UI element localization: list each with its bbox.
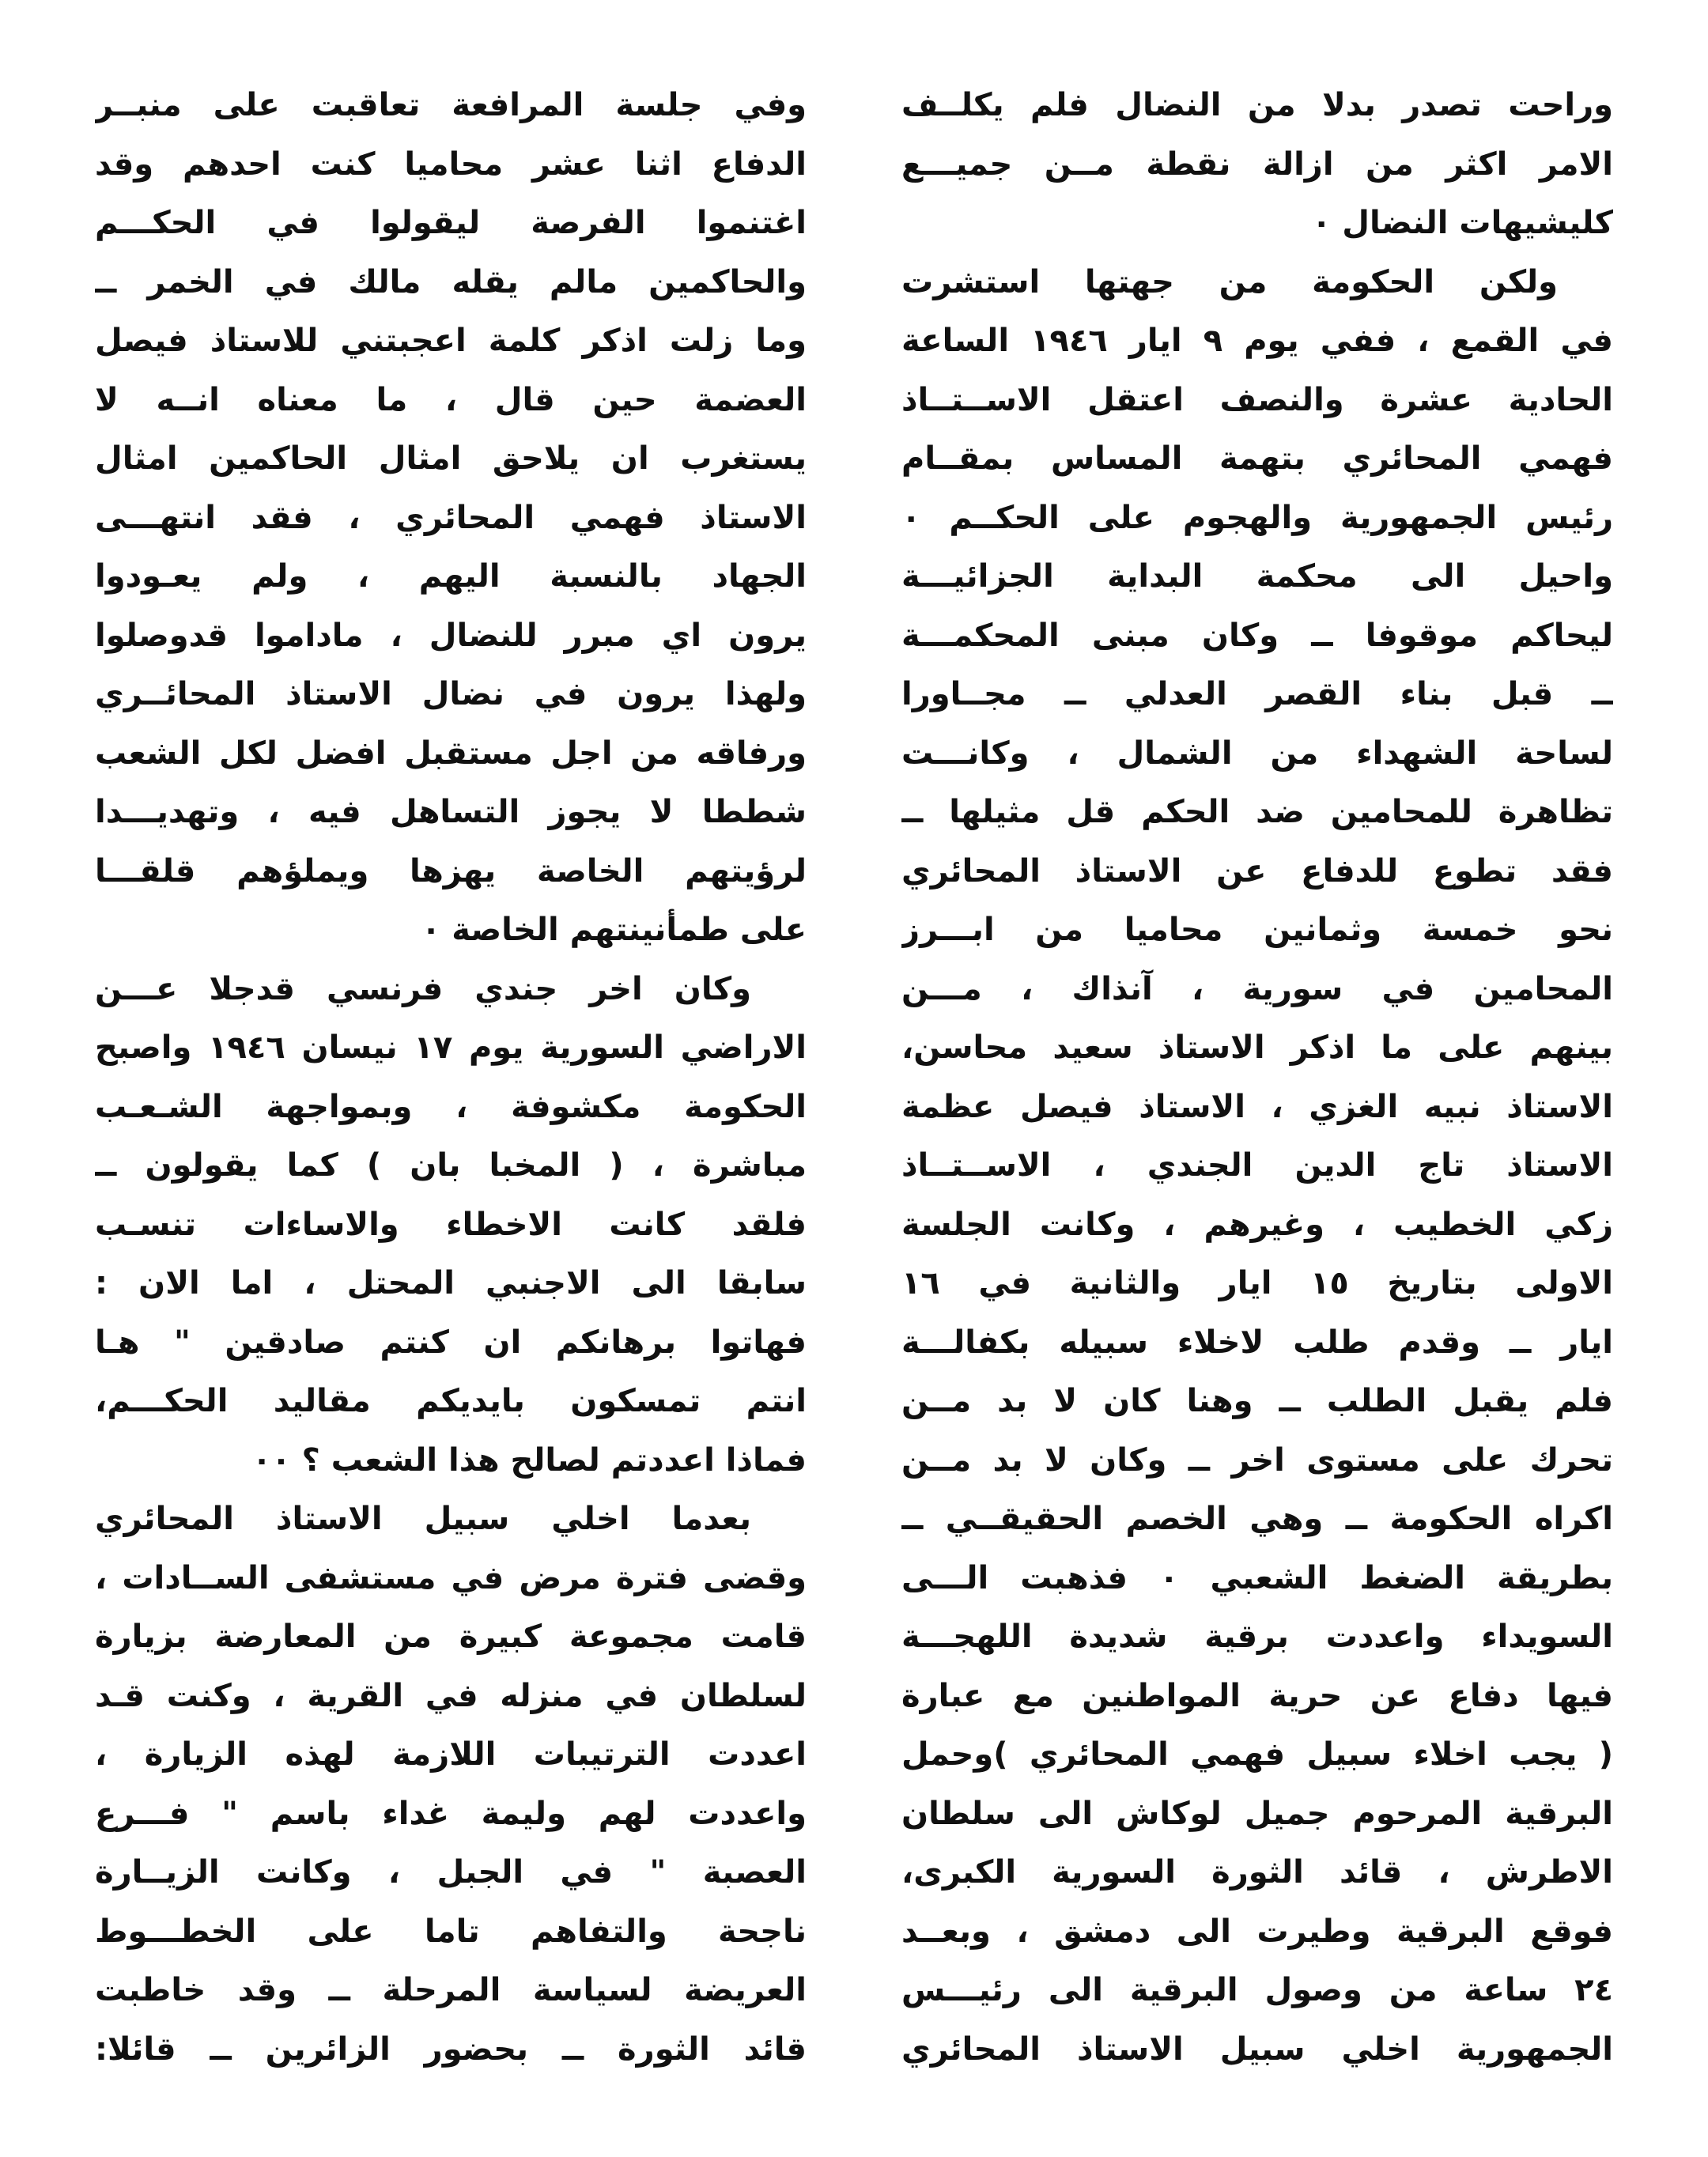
text-line: الحادية عشرة والنصف اعتقل الاســتــاذ — [901, 381, 1613, 418]
text-line: الامر اكثر من ازالة نقطة مــن جميـــع — [901, 145, 1613, 183]
text-line: نحو خمسة وثمانين محاميا من ابـــرز — [901, 912, 1613, 948]
text-line: المحامين في سورية ، آنذاك ، مـــن — [901, 970, 1613, 1007]
text-line: الجمهورية اخلي سبيل الاستاذ المحائري — [901, 2030, 1613, 2068]
text-line: في القمع ، ففي يوم ٩ ايار ١٩٤٦ الساعة — [901, 323, 1613, 359]
text-line: مباشرة ، ( المخبا بان ) كما يقولون ــ — [95, 1147, 807, 1184]
text-line: واعددت لهم وليمة غداء باسم " فـــرع — [95, 1795, 807, 1832]
text-line: فهاتوا برهانكم ان كنتم صادقين " هـا — [95, 1324, 807, 1361]
text-line: وكان اخر جندي فرنسي قدجلا عـــن — [95, 970, 751, 1007]
text-line: وفي جلسة المرافعة تعاقبت على منبــر — [95, 87, 807, 123]
text-line: لسلطان في منزله في القرية ، وكنت قـد — [95, 1677, 807, 1714]
text-line: اكراه الحكومة ــ وهي الخصم الحقيقــي ــ — [901, 1501, 1613, 1537]
text-line: ــ قبل بناء القصر العدلي ــ مجــاورا — [901, 676, 1613, 712]
left-text-column — [95, 76, 807, 2079]
text-line: بعدما اخلي سبيل الاستاذ المحائري — [95, 1501, 751, 1537]
text-line: فوقع البرقية وطيرت الى دمشق ، وبعــد — [901, 1913, 1613, 1950]
text-line: فهمي المحائري بتهمة المساس بمقــام — [901, 440, 1613, 477]
text-line: العصبة " في الجبل ، وكانت الزيــارة — [95, 1854, 807, 1891]
text-line: فلقد كانت الاخطاء والاساءات تنسـب — [95, 1206, 807, 1243]
text-line: يستغرب ان يلاحق امثال الحاكمين امثال — [95, 440, 807, 477]
text-line: قامت مجموعة كبيرة من المعارضة بزيارة — [95, 1619, 807, 1655]
text-line: لساحة الشهداء من الشمال ، وكانـــت — [901, 735, 1613, 772]
text-line: ورفاقه من اجل مستقبل افضل لكل الشعب — [95, 735, 807, 772]
text-line: واحيل الى محكمة البداية الجزائيـــة — [901, 558, 1613, 595]
text-line: وراحت تصدر بدلا من النضال فلم يكلــف — [901, 87, 1613, 123]
text-line: فلم يقبل الطلب ــ وهنا كان لا بد مــن — [901, 1383, 1613, 1419]
text-line: فقد تطوع للدفاع عن الاستاذ المحائري — [901, 852, 1613, 890]
text-line: الحكومة مكشوفة ، وبمواجهة الشـعـب — [95, 1088, 807, 1125]
text-line: الدفاع اثنا عشر محاميا كنت احدهم وقد — [95, 145, 807, 183]
text-line: بينهم على ما اذكر الاستاذ سعيد محاسن، — [901, 1029, 1613, 1066]
text-line: على طمأنينتهم الخاصة ٠ — [421, 912, 807, 948]
text-line: البرقية المرحوم جميل لوكاش الى سلطان — [901, 1795, 1613, 1832]
text-line: تظاهرة للمحامين ضد الحكم قل مثيلها ــ — [901, 794, 1613, 830]
text-line: اغتنموا الفرصة ليقولوا في الحكـــم — [95, 205, 807, 241]
text-line: سابقا الى الاجنبي المحتل ، اما الان : — [95, 1265, 807, 1301]
text-line: الاراضي السورية يوم ١٧ نيسان ١٩٤٦ واصبح — [95, 1029, 807, 1066]
text-line: الاطرش ، قائد الثورة السورية الكبرى، — [901, 1854, 1613, 1891]
text-line: ليحاكم موقوفا ــ وكان مبنى المحكمـــة — [901, 617, 1613, 654]
text-line: كليشيهات النضال ٠ — [1311, 205, 1613, 241]
text-line: الاستاذ تاج الدين الجندي ، الاســتــاذ — [901, 1147, 1613, 1184]
text-line: يرون اي مبرر للنضال ، ماداموا قدوصلوا — [95, 617, 807, 654]
text-line: فيها دفاع عن حرية المواطنين مع عبارة — [901, 1677, 1613, 1714]
text-line: ناجحة والتفاهم تاما على الخطـــوط — [95, 1913, 807, 1950]
text-line: العريضة لسياسة المرحلة ــ وقد خاطبت — [95, 1972, 807, 2008]
text-line: فماذا اعددتم لصالح هذا الشعب ؟ ٠٠ — [251, 1441, 807, 1479]
text-line: بطريقة الضغط الشعبي ٠ فذهبت الـــى — [901, 1559, 1613, 1596]
text-line: ولكن الحكومة من جهتها استشرت — [901, 263, 1558, 300]
text-line: زكي الخطيب ، وغيرهم ، وكانت الجلسة — [901, 1206, 1613, 1243]
text-line: تحرك على مستوى اخر ــ وكان لا بد مــن — [901, 1441, 1613, 1479]
text-line: رئيس الجمهورية والهجوم على الحكــم ٠ — [901, 499, 1613, 536]
text-line: الاولى بتاريخ ١٥ ايار والثانية في ١٦ — [901, 1265, 1613, 1301]
text-line: ٢٤ ساعة من وصول البرقية الى رئيـــس — [901, 1972, 1613, 2008]
text-line: ولهذا يرون في نضال الاستاذ المحائــري — [95, 676, 807, 712]
text-line: الاستاذ نبيه الغزي ، الاستاذ فيصل عظمة — [901, 1088, 1613, 1125]
text-line: الاستاذ فهمي المحائري ، فقد انتهـــى — [95, 499, 807, 536]
text-line: السويداء واعددت برقية شديدة اللهجـــة — [901, 1619, 1613, 1655]
text-line: اعددت الترتيبات اللازمة لهذه الزيارة ، — [95, 1736, 807, 1773]
text-line: والحاكمين مالم يقله مالك في الخمر ــ — [95, 263, 807, 300]
text-line: لرؤيتهم الخاصة يهزها ويملؤهم قلقـــا — [95, 852, 807, 890]
text-line: شططا لا يجوز التساهل فيه ، وتهديـــدا — [95, 794, 807, 830]
text-line: العضمة حين قال ، ما معناه انــه لا — [95, 381, 807, 418]
text-line: وقضى فترة مرض في مستشفى الســادات ، — [95, 1559, 807, 1596]
text-line: وما زلت اذكر كلمة اعجبتني للاستاذ فيصل — [95, 323, 807, 359]
right-text-column — [901, 76, 1613, 2079]
text-line: قائد الثورة ــ بحضور الزائرين ــ قائلا: — [95, 2030, 807, 2068]
text-line: الجهاد بالنسبة اليهم ، ولم يعـودوا — [95, 558, 807, 595]
text-line: ايار ــ وقدم طلب لاخلاء سبيله بكفالـــة — [901, 1324, 1613, 1361]
text-line: انتم تمسكون بايديكم مقاليد الحكـــم، — [95, 1383, 807, 1419]
text-line: ( يجب اخلاء سبيل فهمي المحائري )وحمل — [901, 1736, 1613, 1773]
